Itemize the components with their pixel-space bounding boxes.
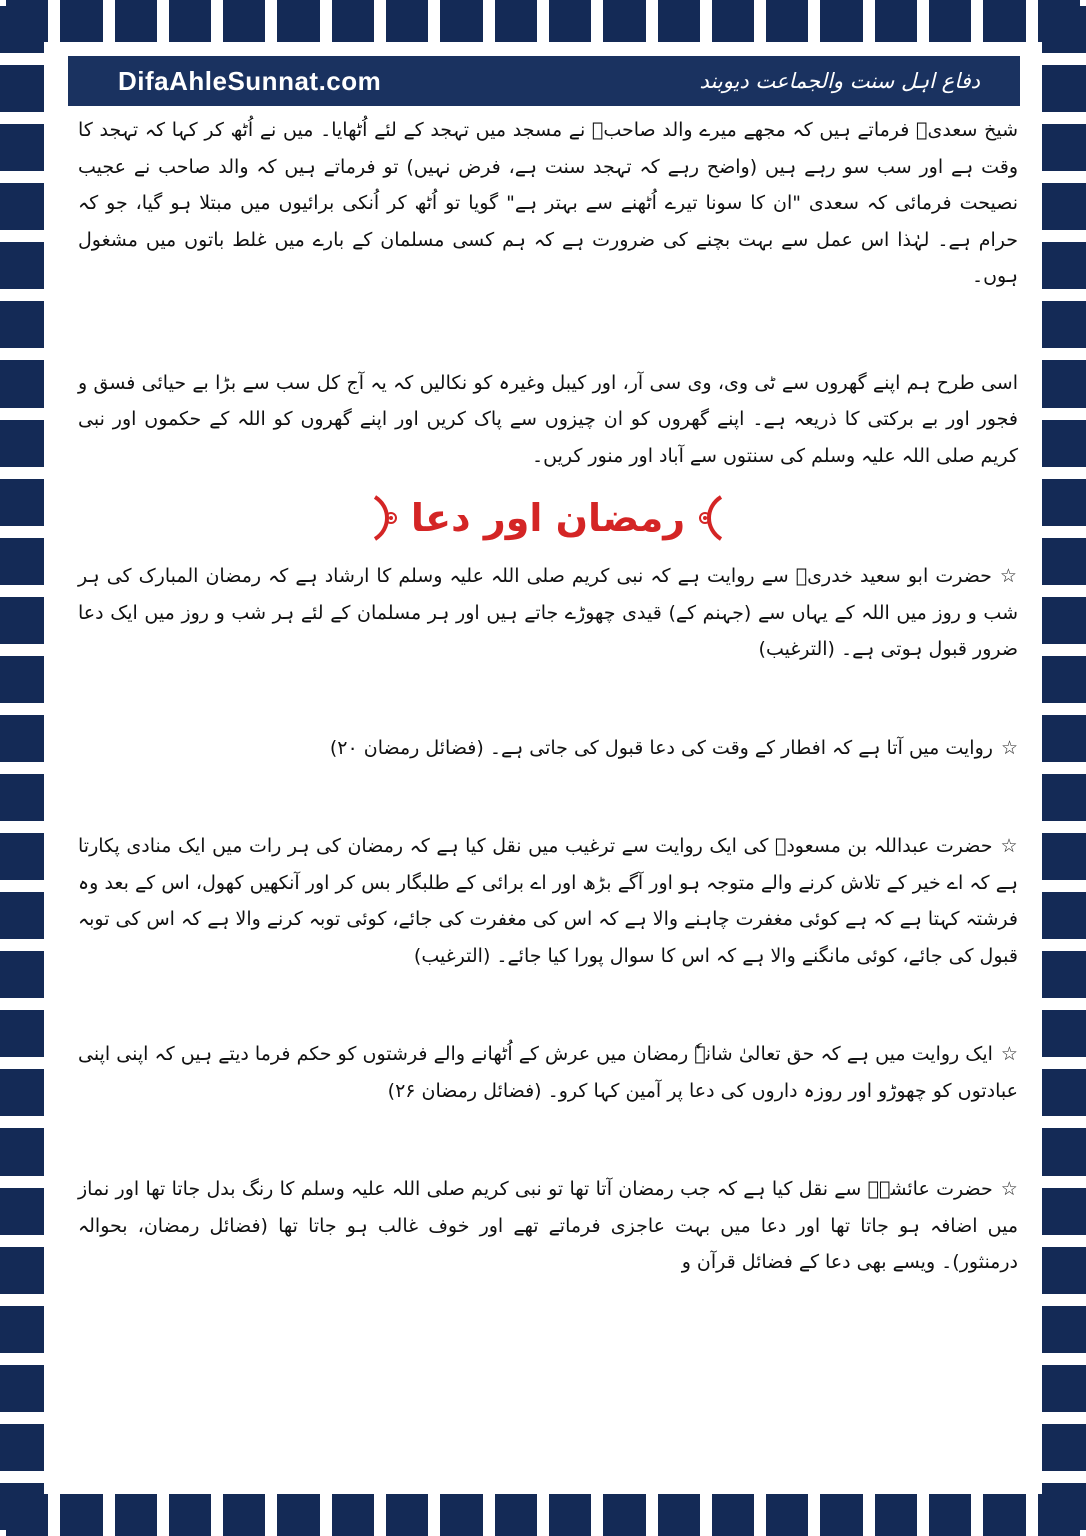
star-icon: ☆ bbox=[1000, 736, 1018, 759]
paragraph-tv: اسی طرح ہم اپنے گھروں سے ٹی وی، وی سی آر، اور کیبل وغیرہ کو نکالیں کہ یہ آج کل سب سے بڑا بے حیائی فسق و فجور اور بے برکتی کا ذریعہ ہے۔ اپنے گھروں کو ان چیزوں سے پاک کریں اور اپنے گھروں کو اللہ کے حکموں اور نبی کریم صلی اللہ علیہ وسلم کی سنتوں سے آباد اور منور کریں۔ bbox=[78, 371, 1018, 467]
border-top bbox=[0, 0, 1086, 42]
ornament-right-icon bbox=[697, 495, 727, 541]
section-heading bbox=[78, 486, 1018, 550]
site-tagline: دفاع اہل سنت والجماعت دیوبند bbox=[699, 69, 980, 93]
border-bottom bbox=[0, 1494, 1086, 1536]
paragraph-ibn-masood: ☆حضرت عبداللہ بن مسعودؓ کی ایک روایت سے ترغیب میں نقل کیا ہے کہ رمضان کی ہر رات میں ایک منادی پکارتا ہے کہ اے خیر کے تلاش کرنے والے متوجہ ہو اور آگے بڑھ اور اے برائی کے طلبگار بس کر اور آنکھیں کھول، اس کے بعد وہ فرشتہ کہتا ہے کہ ہے کوئی مغفرت چاہنے والا ہے کہ اس کی مغفرت کی جائے، کوئی توبہ کرنے والا ہے کہ اس کی توبہ قبول کی جائے، کوئی مانگنے والا ہے کہ اس کا سوال پورا کیا جائے۔ (الترغیب) bbox=[77, 835, 1018, 967]
paragraph-aisha: ☆حضرت عائشہؓ سے نقل کیا ہے کہ جب رمضان آتا تھا تو نبی کریم صلی اللہ علیہ وسلم کا رنگ بدل جاتا تھا اور نماز میں اضافہ ہو جاتا تھا اور دعا میں بہت عاجزی فرماتے تھے اور خوف غالب ہو جاتا تھا (فضائل رمضان، بحوالہ درمنثور)۔ ویسے بھی دعا کے فضائل قرآن و bbox=[78, 1178, 1018, 1273]
paragraph-arsh: ☆ایک روایت میں ہے کہ حق تعالیٰ شانہٗ رمضان میں عرش کے اُٹھانے والے فرشتوں کو حکم فرما دیتے ہیں کہ اپنی اپنی عبادتوں کو چھوڑو اور روزہ داروں کی دعا پر آمین کہا کرو۔ (فضائل رمضان ۲۶) bbox=[78, 1043, 1018, 1102]
border-right bbox=[1042, 0, 1086, 1536]
paragraph-abu-saeed: ☆حضرت ابو سعید خدریؓ سے روایت ہے کہ نبی کریم صلی اللہ علیہ وسلم کا ارشاد ہے کہ رمضان المبارک کی ہر شب و روز میں اللہ کے یہاں سے (جہنم کے) قیدی چھوڑے جاتے ہیں اور ہر مسلمان کے لئے ہر شب و روز میں ایک دعا ضرور قبول ہوتی ہے۔ (الترغیب) bbox=[78, 565, 1018, 660]
article-body bbox=[78, 112, 1018, 1281]
star-icon: ☆ bbox=[1000, 1043, 1018, 1065]
star-icon: ☆ bbox=[1000, 1178, 1018, 1200]
star-icon: ☆ bbox=[1000, 835, 1018, 857]
paragraph-iftar: ☆روایت میں آتا ہے کہ افطار کے وقت کی دعا قبول کی جاتی ہے۔ (فضائل رمضان ۲۰) bbox=[329, 736, 1018, 759]
site-name[interactable]: DifaAhleSunnat.com bbox=[118, 65, 382, 96]
ornament-left-icon bbox=[369, 495, 399, 541]
paragraph-saadi: شیخ سعدیؒ فرماتے ہیں کہ مجھے میرے والد صاحبؒ نے مسجد میں تہجد کے لئے اُٹھایا۔ میں نے اُٹھ کر کہا کہ تہجد کا وقت ہے اور سب سو رہے ہیں (واضح رہے کہ تہجد سنت ہے، فرض نہیں) تو فرماتے ہیں کہ والد صاحب نے عجیب نصیحت فرمائی کہ سعدی "ان کا سونا تیرے اُٹھنے سے بہتر ہے" گویا تو اُٹھ کر اُنکی برائیوں میں مبتلا ہو گیا، جو کہ حرام ہے۔ لہٰذا اس عمل سے بہت بچنے کی ضرورت ہے کہ ہم کسی مسلمان کے بارے میں غلط باتوں میں مشغول ہوں۔ bbox=[78, 119, 1018, 287]
star-icon: ☆ bbox=[999, 565, 1018, 587]
header-bar bbox=[68, 56, 1020, 106]
border-left bbox=[0, 0, 44, 1536]
section-title: رمضان اور دعا bbox=[410, 495, 686, 540]
